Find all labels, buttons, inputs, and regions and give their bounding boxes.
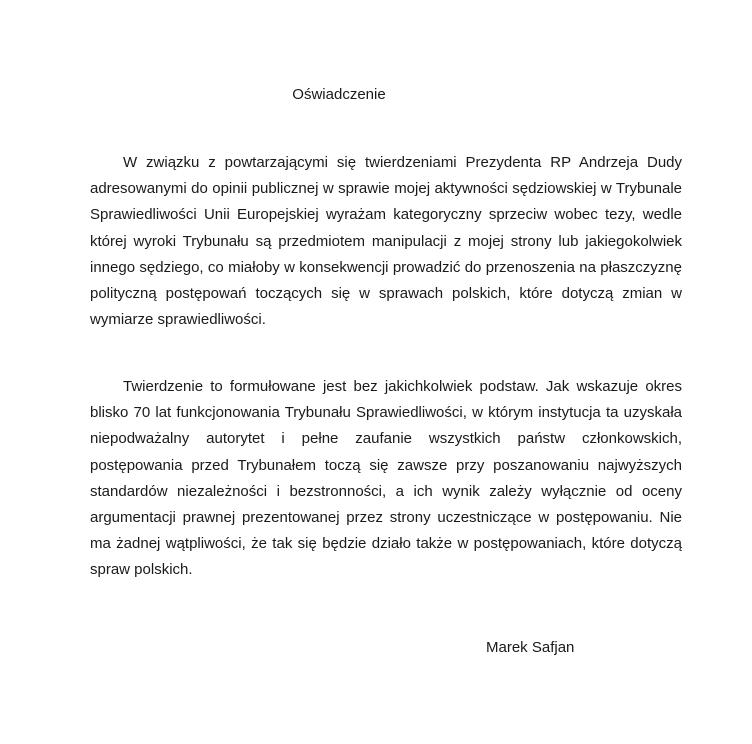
signature: Marek Safjan bbox=[486, 639, 575, 656]
paragraph-2: Twierdzenie to formułowane jest bez jakichkolwiek podstaw. Jak wskazuje okres blisko 70 lat funkcjonowania Trybunału Sprawiedliwości, w którym instytucja ta uzyskała niepodważalny autorytet i pełne zaufanie wszystkich państw członkowskich, postępowania przed Trybunałem toczą się zawsze przy poszanowaniu najwyższych standardów niezależności i bezstronności, a ich wynik zależy wyłącznie od oceny argumentacji prawnej prezentowanej przez strony uczestniczące w postępowaniu. Nie ma żadnej wątpliwości, że tak się będzie działo także w postępowaniach, które dotyczą spraw polskich. bbox=[90, 378, 682, 579]
paragraph-1: W związku z powtarzającymi się twierdzeniami Prezydenta RP Andrzeja Dudy adresowanymi do opinii publicznej w sprawie mojej aktywności sędziowskiej w Trybunale Sprawiedliwości Unii Europejskiej wyrażam kategoryczny sprzeciw wobec tezy, wedle której wyroki Trybunału są przedmiotem manipulacji z mojej strony lub jakiegokolwiek innego sędziego, co miałoby w konsekwencji prowadzić do przenoszenia na płaszczyznę polityczną postępowań toczących się w sprawach polskich, które dotyczą zmian w wymiarze sprawiedliwości. bbox=[90, 154, 682, 329]
document-title: Oświadczenie bbox=[292, 86, 386, 103]
